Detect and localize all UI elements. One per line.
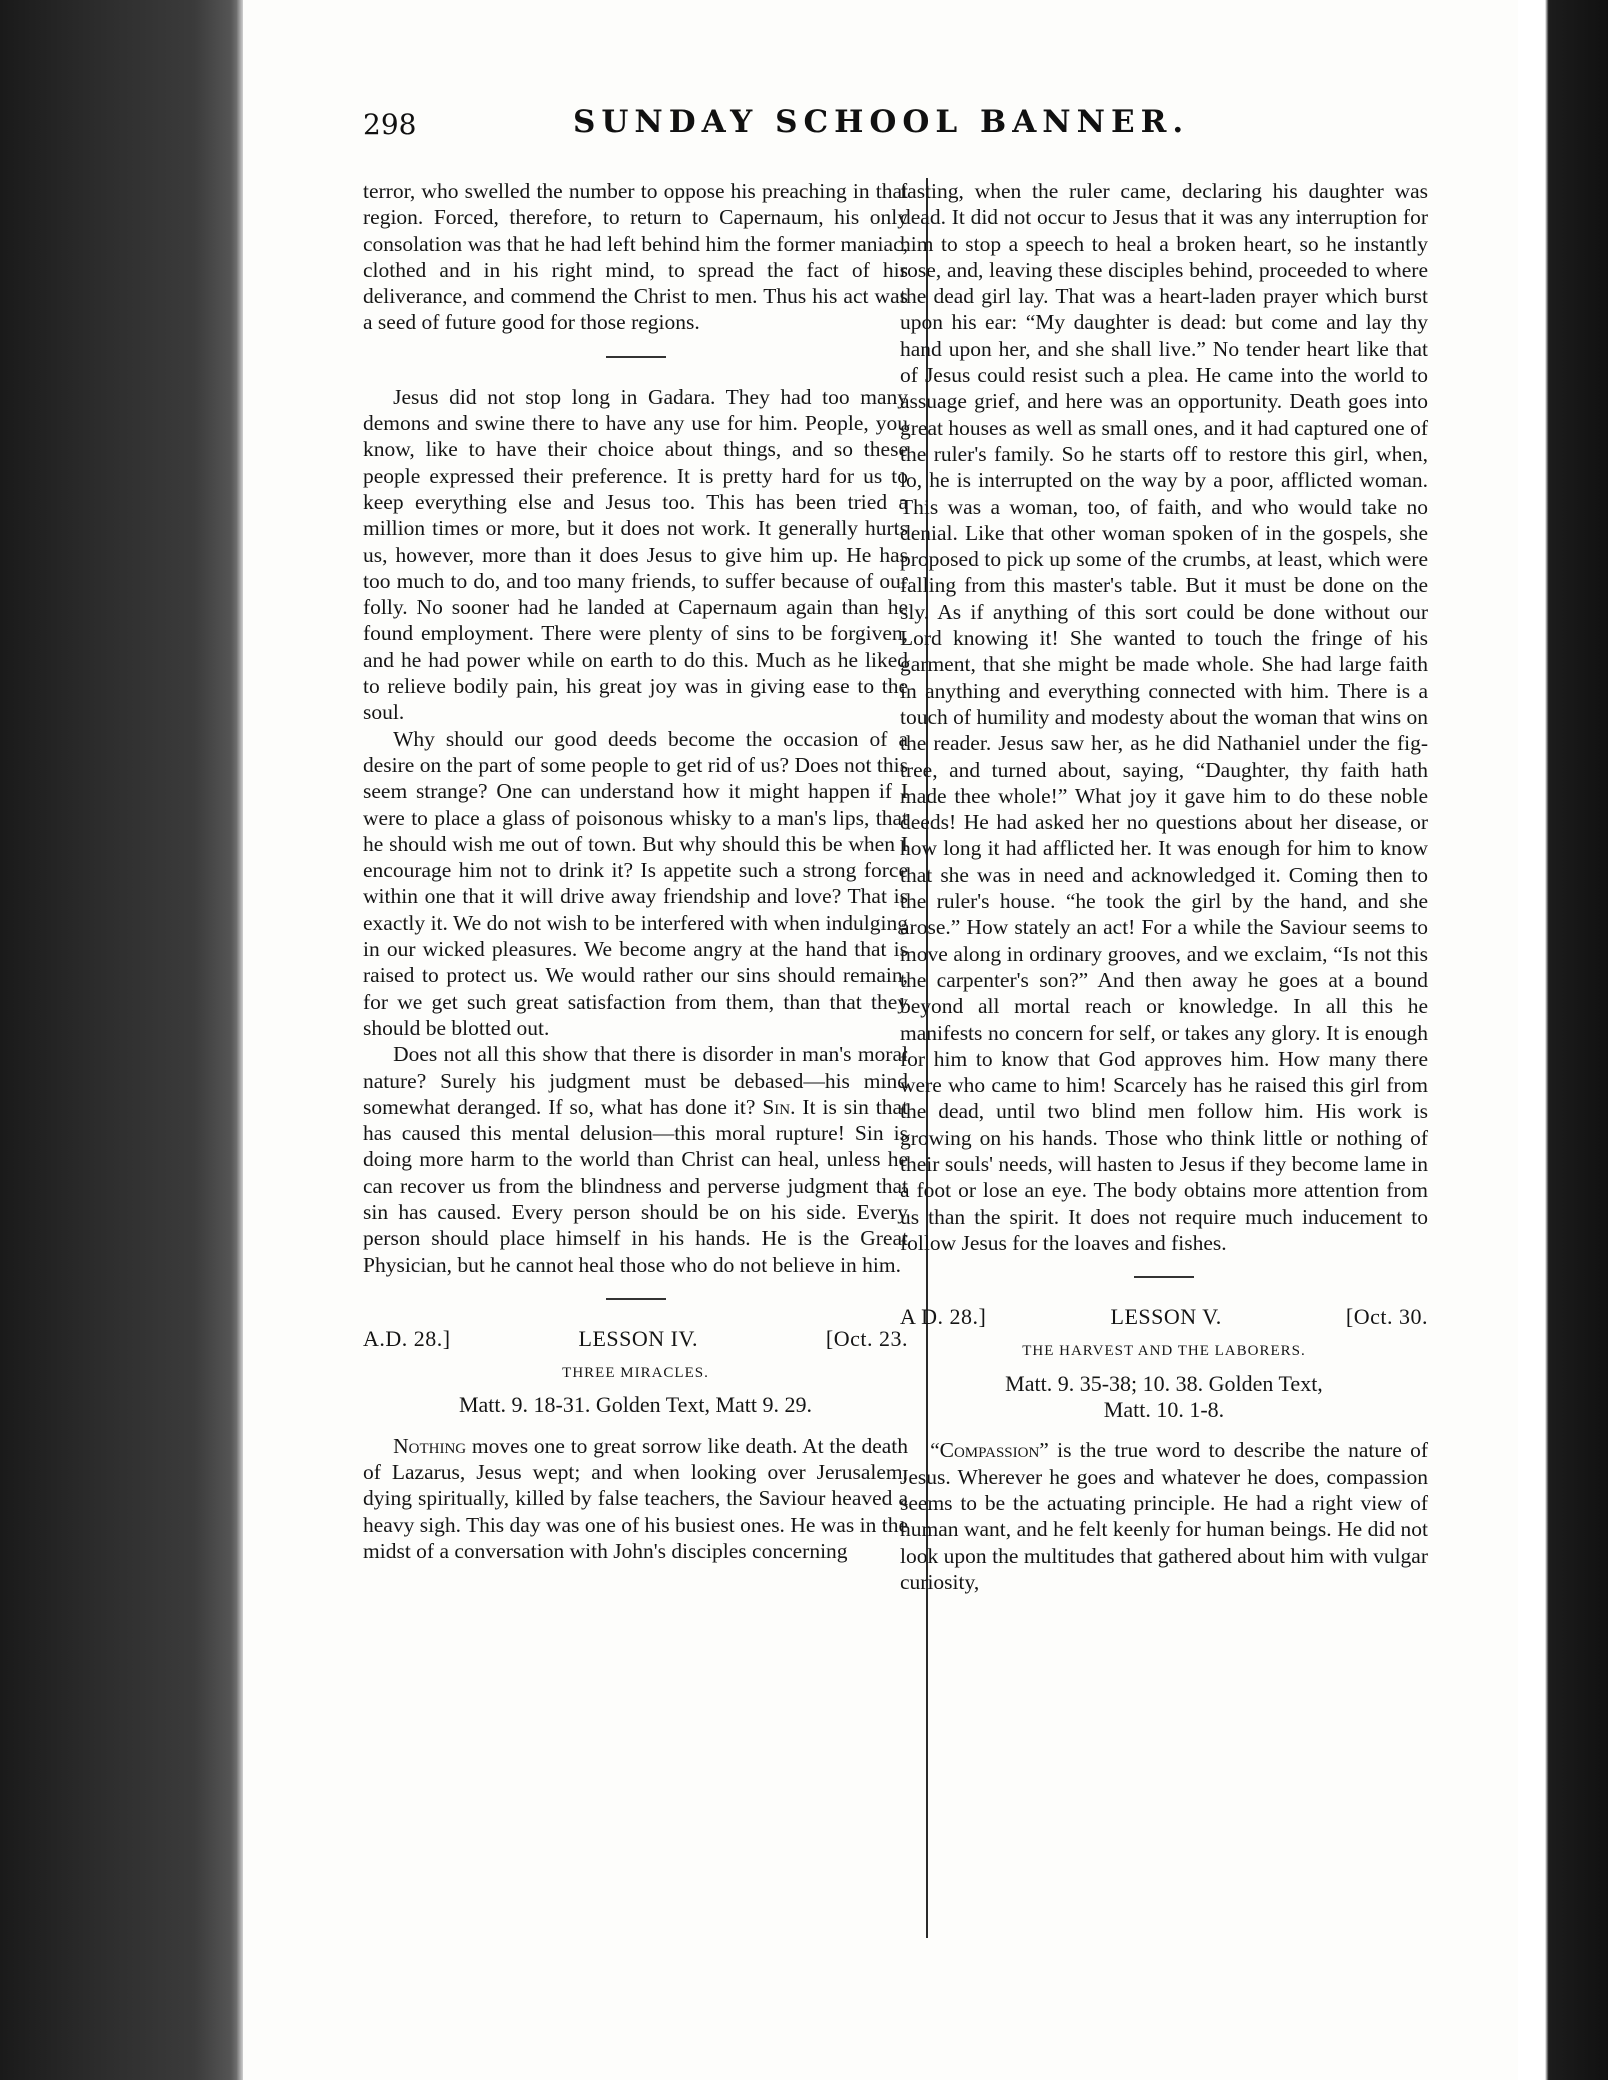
left-column — [363, 178, 908, 1564]
emphasis-sin: Sin. — [762, 1094, 796, 1119]
book-page-edges — [0, 0, 243, 2080]
journal-title: SUNDAY SCHOOL BANNER. — [573, 104, 1190, 140]
scripture-line: Matt. 9. 35-38; 10. 38. Golden Text, — [1005, 1370, 1323, 1396]
running-head — [363, 104, 1393, 148]
lesson-number: LESSON V. — [1110, 1304, 1222, 1330]
lesson-date: A D. 28.] — [900, 1304, 987, 1330]
lesson-title: THREE MIRACLES. — [562, 1365, 709, 1382]
lesson-heading — [363, 1326, 908, 1352]
lesson-day: [Oct. 23. — [825, 1325, 908, 1351]
paragraph: Why should our good deeds become the occasion of a desire on the part of some people to get rid of us? Does not this seem strange? One can understand how it might happen if I were to place a glass of poisonous whisky to a man's lips, that he should wish me out of town. But why should this be when I encourage him not to drink it? Is appetite such a strong force within one that it will drive away friendship and love? That is exactly it. We do not wish to be interfered with when indulging in our wicked pleasures. We become angry at the hand that is raised to protect us. We would rather our sins should remain, for we get such great satisfaction from them, than that they should be blotted out. — [363, 726, 908, 1040]
paragraph — [363, 1433, 908, 1564]
paragraph — [363, 1041, 908, 1278]
section-separator — [606, 1298, 666, 1300]
paragraph-text: Does not all this show that there is disorder in man's moral nature? Surely his judgment must be debased—his mind somewhat deranged. If so, what has done it? — [363, 1042, 908, 1119]
lesson-title: THE HARVEST AND THE LABORERS. — [1022, 1343, 1306, 1360]
section-separator — [606, 356, 666, 358]
next-page-edge — [1518, 0, 1608, 2080]
scripture-line: Matt. 10. 1-8. — [1103, 1397, 1225, 1423]
page-number: 298 — [363, 108, 417, 141]
lesson-day: [Oct. 30. — [1345, 1304, 1428, 1330]
paragraph — [900, 1437, 1428, 1595]
scripture-reference: Matt. 9. 18-31. Golden Text, Matt 9. 29. — [458, 1392, 813, 1418]
lesson-date: A.D. 28.] — [363, 1325, 451, 1351]
lesson-number: LESSON IV. — [578, 1325, 699, 1351]
paragraph-text: moves one to great sorrow like death. At the death of Lazarus, Jesus wept; and when looking over Jerusalem, dying spiritually, killed by false teachers, the Saviour heaved a heavy sigh. This day was one of his busiest ones. He was in the midst of a conversation with John's disciples concerning — [363, 1433, 909, 1563]
scripture-reference — [900, 1371, 1428, 1424]
paragraph-text: It is sin that has caused this mental delusion—this moral rupture! Sin is doing more harm to the world than Christ can heal, unless he can recover us from the blindness and perverse judgment that sin has caused. Every person should be on his side. Every person should place himself in his hands. He is the Great Physician, but he cannot heal those who do not believe in him. — [363, 1094, 909, 1277]
paragraph: terror, who swelled the number to oppose his preaching in that region. Forced, therefore, to return to Capernaum, his only consolation was that he had left behind him the former maniac, clothed and in his right mind, to spread the fact of his deliverance, and commend the Christ to men. Thus his act was a seed of future good for those regions. — [363, 179, 908, 335]
lead-word: “Compassion” — [930, 1438, 1049, 1463]
paragraph: Jesus did not stop long in Gadara. They had too many demons and swine there to have any use for him. People, you know, like to have their choice about things, and so these people expressed their preference. It is pretty hard for us to keep everything else and Jesus too. This has been tried a million times or more, but it does not work. It generally hurts us, however, more than it does Jesus to give him up. He has too much to do, and too many friends, to suffer because of our folly. No sooner had he landed at Capernaum again than he found employment. There were plenty of sins to be forgiven, and he had power while on earth to do this. Much as he liked to relieve bodily pain, his great joy was in giving ease to the soul. — [363, 384, 908, 725]
book-page — [243, 0, 1518, 2080]
paragraph: fasting, when the ruler came, declaring his daughter was dead. It did not occur to Jesus that it was any interruption for him to stop a speech to heal a broken heart, so he instantly rose, and, leaving these disciples behind, proceeded to where the dead girl lay. That was a heart-laden prayer which burst upon his ear: “My daughter is dead: but come and lay thy hand upon her, and she shall live.” No tender heart like that of Jesus could resist such a plea. He came into the world to assuage grief, and here was an opportunity. Death goes into great houses as well as small ones, and it had captured one of the ruler's family. So he starts off to restore this girl, when, lo, he is interrupted on the way by a poor, afflicted woman. This was a woman, too, of faith, and who would take no denial. Like that other woman spoken of in the gospels, she proposed to pick up some of the crumbs, at least, which were falling from this master's table. But it must be done on the sly. As if anything of this sort could be done without our Lord knowing it! She wanted to touch the fringe of his garment, that she might be made whole. She had large faith in anything and everything connected with him. There is a touch of humility and modesty about the woman that wins on the reader. Jesus saw her, as he did Nathaniel under the fig-tree, and turned about, saying, “Daughter, thy faith hath made thee whole!” What joy it gave him to do these noble deeds! He had asked her no questions about her disease, or how long it had afflicted her. It was enough for him to know that she was in need and acknowledged it. Coming then to the ruler's house. “he took the girl by the hand, and she arose.” How stately an act! For a while the Saviour seems to move along in ordinary grooves, and we exclaim, “Is not this the carpenter's son?” And then away he goes at a bound beyond all mortal reach or knowledge. In all this he manifests no concern for self, or takes any glory. It is enough for him to know that God approves him. How many there were who came to him! Scarcely has he raised this girl from the dead, until two blind men follow him. His work is growing on his hands. Those who think little or nothing of their souls' needs, will hasten to Jesus if they become lame in a foot or lose an eye. The body obtains more attention from us than the spirit. It does not require much inducement to follow Jesus for the loaves and fishes. — [900, 179, 1428, 1255]
right-column — [900, 178, 1428, 1595]
section-separator — [1134, 1276, 1194, 1278]
paragraph-text: is the true word to describe the nature of Jesus. Wherever he goes and whatever he does, compassion seems to be the actuating principle. He had a right view of human want, and he felt keenly for human beings. He did not look upon the multitudes that gathered about him with vulgar curiosity, — [900, 1438, 1429, 1594]
lead-word: Nothing — [393, 1433, 467, 1458]
lesson-heading — [900, 1304, 1428, 1330]
